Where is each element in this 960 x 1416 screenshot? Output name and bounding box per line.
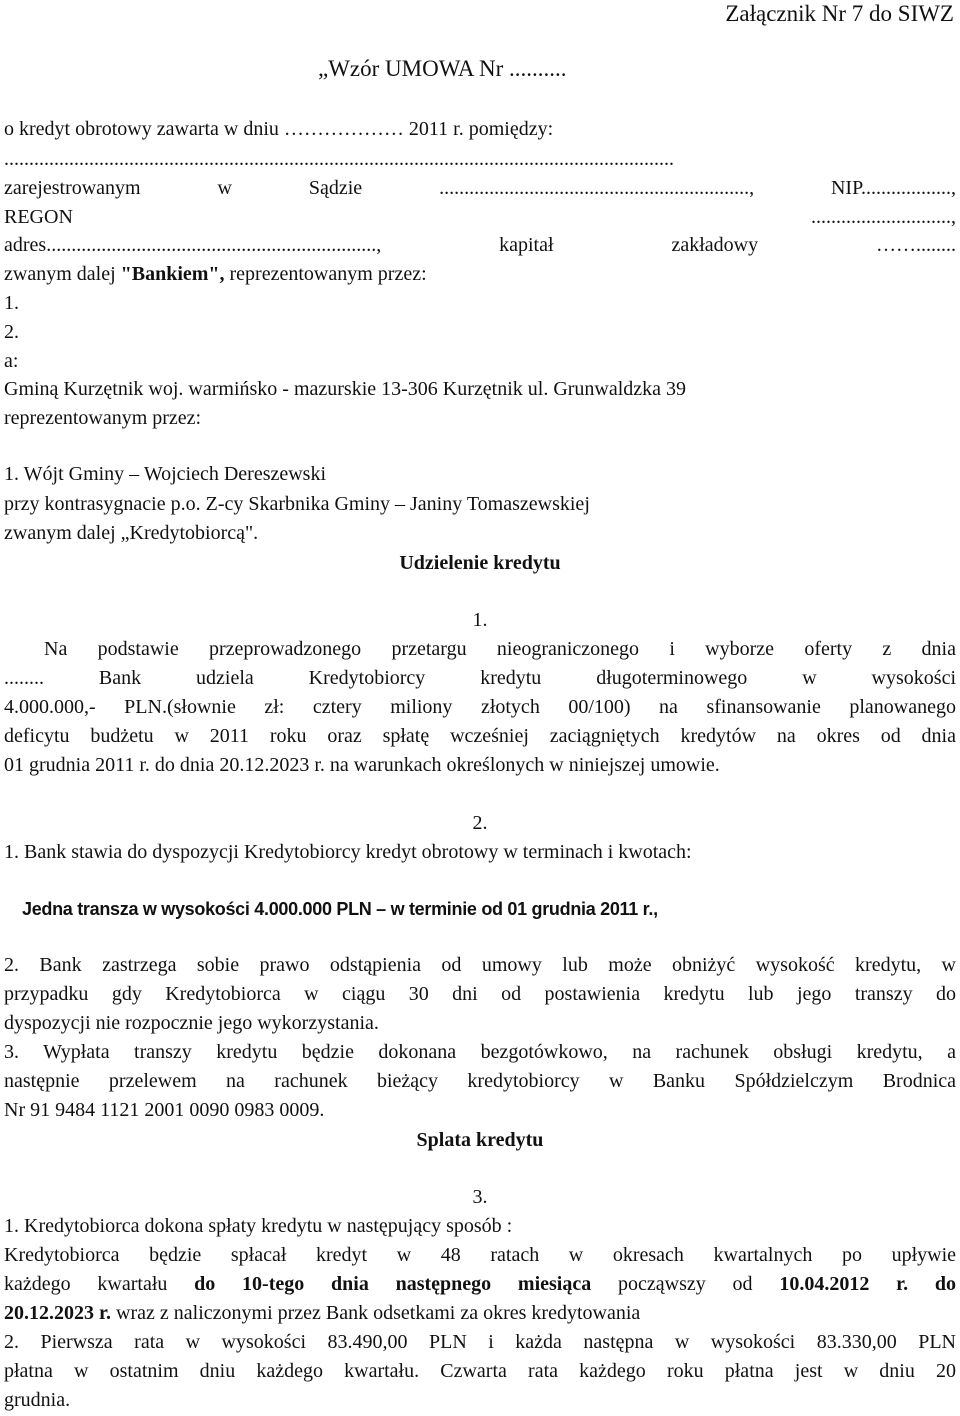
bank-named bbox=[4, 260, 956, 289]
s2-point-3-line-1: 3. Wypłata transzy kredytu będzie dokonana bezgotówkowo, na rachunek obsługi kredytu, a bbox=[4, 1041, 956, 1063]
bank-rep-1: 1. bbox=[4, 292, 19, 314]
contract-title: „Wzór UMOWA Nr .......... bbox=[318, 56, 567, 81]
s2-point-2-line-1: 2. Bank zastrzega sobie prawo odstąpienia od umowy lub może obniżyć wysokość kredytu, w bbox=[4, 954, 956, 976]
borrower-named: zwanym dalej „Kredytobiorcą". bbox=[4, 522, 259, 544]
s3-line-2-b: do 10-tego dnia następnego miesiąca bbox=[194, 1273, 592, 1295]
s2-point-3-line-3: Nr 91 9484 1121 2001 0090 0983 0009. bbox=[4, 1099, 325, 1121]
s2-tranche: Jedna transza w wysokości 4.000.000 PLN – w terminie od 01 grudnia 2011 r., bbox=[22, 899, 658, 919]
bank-named-bold: "Bankiem", bbox=[120, 263, 225, 285]
s1-line-3: 4.000.000,- PLN.(słownie zł: cztery miliony złotych 00/100) na sfinansowanie planowanego bbox=[4, 696, 956, 718]
s3-line-1: Kredytobiorca będzie spłacał kredyt w 48 ratach w okresach kwartalnych po upływie bbox=[4, 1244, 956, 1266]
and-label: a: bbox=[4, 350, 19, 372]
bank-name-placeholder: ...................................................................................................................................... bbox=[4, 148, 674, 170]
borrower-represented: reprezentowanym przez: bbox=[4, 407, 202, 429]
s1-line-1: Na podstawie przeprowadzonego przetargu nieograniczonego i wyborze oferty z dnia bbox=[44, 638, 956, 660]
s1-line-5: 01 grudnia 2011 r. do dnia 20.12.2023 r. na warunkach określonych w niniejszej umowie. bbox=[4, 754, 720, 776]
regon-placeholder: ............................, bbox=[811, 206, 956, 228]
regon-line bbox=[4, 203, 956, 232]
s3-line-3 bbox=[4, 1299, 956, 1328]
paragraph-number-2: 2. bbox=[472, 812, 488, 834]
bank-named-suffix: reprezentowanym przez: bbox=[224, 263, 427, 285]
paragraph-number-1: 1. bbox=[472, 609, 488, 631]
s2-point-2-line-2: przypadku gdy Kredytobiorca w ciągu 30 dni od postawienia kredytu lub jego transzy do bbox=[4, 983, 956, 1005]
s3-line-2 bbox=[4, 1270, 956, 1299]
bank-named-prefix: zwanym dalej bbox=[4, 263, 121, 285]
borrower-rep-2: przy kontrasygnacie p.o. Z-cy Skarbnika Gminy – Janiny Tomaszewskiej bbox=[4, 493, 590, 515]
s3-line-2-c: począwszy od bbox=[591, 1273, 780, 1295]
s3-line-3-a: 20.12.2023 r. bbox=[4, 1302, 112, 1324]
s3-line-2-d: 10.04.2012 r. do bbox=[779, 1273, 957, 1295]
s3-point-1: 1. Kredytobiorca dokona spłaty kredytu w następujący sposób : bbox=[4, 1215, 513, 1237]
s3-point-2-line-1: 2. Pierwsza rata w wysokości 83.490,00 PLN i każda następna w wysokości 83.330,00 PLN bbox=[4, 1331, 956, 1353]
section-heading-udzielenie: Udzielenie kredytu bbox=[399, 552, 561, 574]
s2-point-1: 1. Bank stawia do dyspozycji Kredytobiorcy kredyt obrotowy w terminach i kwotach: bbox=[4, 841, 692, 863]
s2-point-2-line-3: dyspozycji nie rozpocznie jego wykorzystania. bbox=[4, 1012, 379, 1034]
s3-line-3-b: wraz z naliczonymi przez Bank odsetkami za okres kredytowania bbox=[111, 1302, 641, 1324]
bank-registration: zarejestrowanym w Sądzie .............................................................., NIP.................., bbox=[4, 177, 956, 199]
s3-point-2-line-2: płatna w ostatnim dniu każdego kwartału. Czwarta rata każdego roku płatna jest w dniu 20 bbox=[4, 1360, 956, 1382]
s3-line-2-a: każdego kwartału bbox=[4, 1273, 195, 1295]
borrower-name: Gminą Kurzętnik woj. warmińsko - mazurskie 13-306 Kurzętnik ul. Grunwaldzka 39 bbox=[4, 378, 687, 400]
contract-subtitle: o kredyt obrotowy zawarta w dniu ……………… 2011 r. pomiędzy: bbox=[4, 118, 554, 140]
bank-rep-2: 2. bbox=[4, 321, 19, 343]
borrower-rep-1: 1. Wójt Gminy – Wojciech Dereszewski bbox=[4, 463, 327, 485]
bank-address: adres.................................................................., kapitał zakładowy ……........ bbox=[4, 234, 956, 256]
regon-label: REGON bbox=[4, 206, 73, 228]
paragraph-number-3: 3. bbox=[472, 1186, 488, 1208]
s1-line-2: ........ Bank udziela Kredytobiorcy kredytu długoterminowego w wysokości bbox=[4, 667, 956, 689]
s1-line-4: deficytu budżetu w 2011 roku oraz spłatę wcześniej zaciągniętych kredytów na okres od dnia bbox=[4, 725, 956, 747]
s2-point-3-line-2: następnie przelewem na rachunek bieżący kredytobiorcy w Banku Spółdzielczym Brodnica bbox=[4, 1070, 956, 1092]
s3-point-2-line-3: grudnia. bbox=[4, 1389, 71, 1411]
attachment-label: Załącznik Nr 7 do SIWZ bbox=[725, 1, 954, 26]
section-heading-splata: Splata kredytu bbox=[416, 1129, 544, 1151]
